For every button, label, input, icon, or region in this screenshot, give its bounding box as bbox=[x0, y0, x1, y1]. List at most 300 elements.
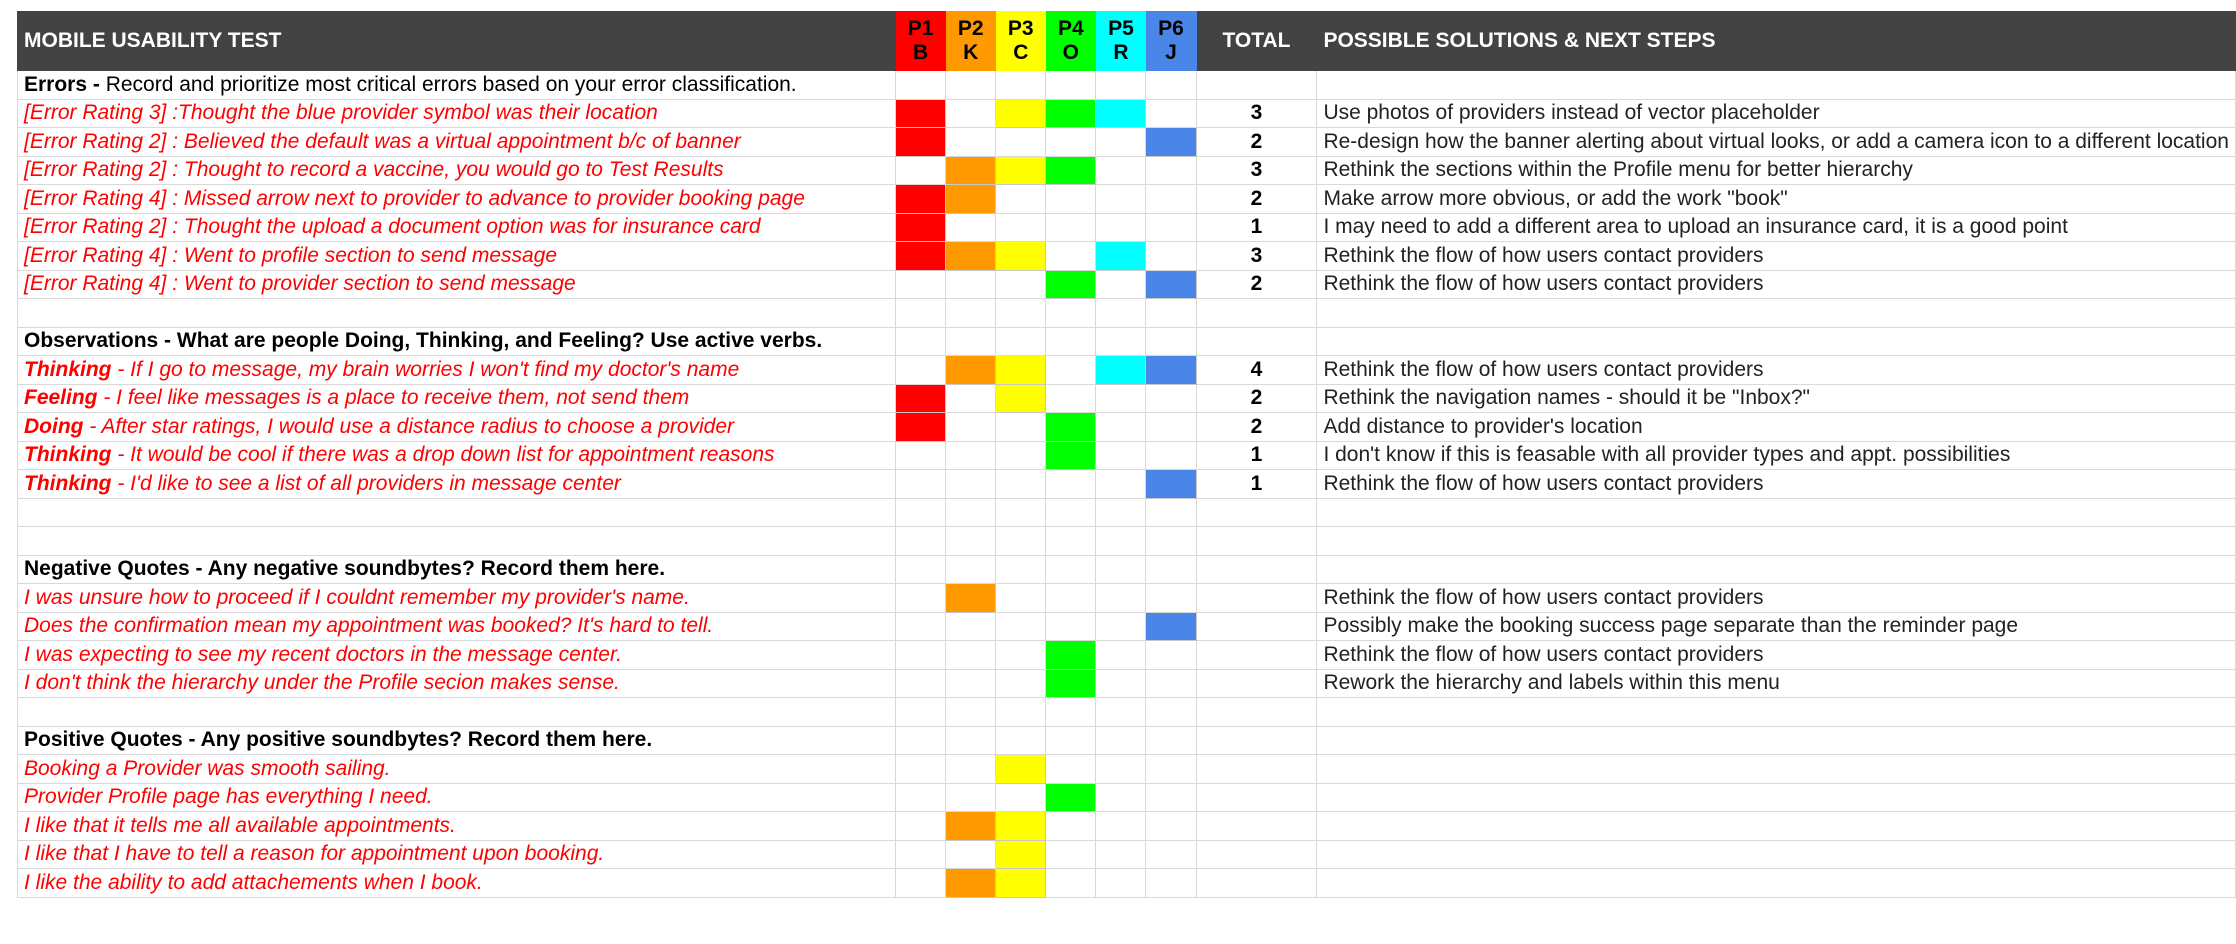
participant-id: P6 bbox=[1158, 17, 1184, 40]
participant-mark-cell[interactable] bbox=[1146, 413, 1196, 442]
participant-mark-cell[interactable] bbox=[996, 783, 1046, 812]
total-cell[interactable]: 2 bbox=[1196, 384, 1317, 413]
issue-text: [Error Rating 2] : Thought to record a vaccine, you would go to Test Results bbox=[24, 158, 724, 182]
participant-mark-cell[interactable] bbox=[1096, 840, 1146, 869]
total-cell[interactable] bbox=[1196, 840, 1317, 869]
total-cell[interactable] bbox=[1196, 869, 1317, 898]
table-row bbox=[18, 185, 2236, 214]
participant-mark-cell[interactable] bbox=[1146, 869, 1196, 898]
participant-mark-cell[interactable] bbox=[946, 327, 996, 356]
sheet-title[interactable]: MOBILE USABILITY TEST bbox=[18, 12, 896, 71]
total-cell[interactable] bbox=[1196, 299, 1317, 328]
participant-mark-cell[interactable] bbox=[946, 384, 996, 413]
participant-mark-cell[interactable] bbox=[1096, 99, 1146, 128]
participant-mark-cell[interactable] bbox=[996, 71, 1046, 100]
total-cell[interactable]: 2 bbox=[1196, 413, 1317, 442]
participant-header[interactable] bbox=[1046, 12, 1096, 71]
participant-mark-cell[interactable] bbox=[1096, 185, 1146, 214]
participant-mark-cell[interactable] bbox=[1096, 156, 1146, 185]
total-cell[interactable]: 2 bbox=[1196, 128, 1317, 157]
solution-cell[interactable] bbox=[1317, 71, 2236, 100]
participant-mark-cell[interactable] bbox=[896, 242, 946, 271]
total-cell[interactable] bbox=[1196, 612, 1317, 641]
participant-mark-cell[interactable] bbox=[996, 869, 1046, 898]
issue-text: - I'd like to see a list of all providers in message center bbox=[111, 471, 621, 495]
participant-mark-cell[interactable] bbox=[1146, 555, 1196, 584]
participant-mark-cell[interactable] bbox=[1096, 726, 1146, 755]
participant-mark-cell[interactable] bbox=[946, 783, 996, 812]
solution-cell[interactable]: Rethink the navigation names - should it be "Inbox?" bbox=[1317, 384, 2236, 413]
table-row bbox=[18, 612, 2236, 641]
participant-mark-cell[interactable] bbox=[896, 441, 946, 470]
participant-mark-cell[interactable] bbox=[1096, 242, 1146, 271]
participant-mark-cell[interactable] bbox=[996, 242, 1046, 271]
participant-mark-cell[interactable] bbox=[1096, 270, 1146, 299]
participant-mark-cell[interactable] bbox=[1096, 612, 1146, 641]
participant-mark-cell[interactable] bbox=[1096, 384, 1146, 413]
participant-mark-cell[interactable] bbox=[996, 527, 1046, 556]
participant-mark-cell[interactable] bbox=[946, 527, 996, 556]
total-cell[interactable] bbox=[1196, 527, 1317, 556]
issue-cell[interactable] bbox=[18, 356, 896, 385]
participant-mark-cell[interactable] bbox=[896, 869, 946, 898]
total-cell[interactable]: 1 bbox=[1196, 441, 1317, 470]
participant-mark-cell[interactable] bbox=[1046, 641, 1096, 670]
total-cell[interactable]: 3 bbox=[1196, 99, 1317, 128]
solution-cell[interactable]: Make arrow more obvious, or add the work "book" bbox=[1317, 185, 2236, 214]
participant-mark-cell[interactable] bbox=[1096, 71, 1146, 100]
participant-mark-cell[interactable] bbox=[996, 356, 1046, 385]
issue-cell[interactable] bbox=[18, 470, 896, 499]
participant-mark-cell[interactable] bbox=[1096, 812, 1146, 841]
participant-mark-cell[interactable] bbox=[1046, 242, 1096, 271]
solution-cell[interactable] bbox=[1317, 812, 2236, 841]
issue-cell[interactable] bbox=[18, 185, 896, 214]
participant-mark-cell[interactable] bbox=[1146, 498, 1196, 527]
issue-cell[interactable] bbox=[18, 99, 896, 128]
participant-mark-cell[interactable] bbox=[946, 71, 996, 100]
table-row bbox=[18, 584, 2236, 613]
table-row bbox=[18, 270, 2236, 299]
participant-mark-cell[interactable] bbox=[1146, 612, 1196, 641]
participant-mark-cell[interactable] bbox=[996, 669, 1046, 698]
participant-mark-cell[interactable] bbox=[896, 213, 946, 242]
solution-cell[interactable] bbox=[1317, 783, 2236, 812]
total-cell[interactable]: 1 bbox=[1196, 213, 1317, 242]
participant-mark-cell[interactable] bbox=[1046, 755, 1096, 784]
participant-mark-cell[interactable] bbox=[996, 755, 1046, 784]
participant-mark-cell[interactable] bbox=[896, 327, 946, 356]
solution-cell[interactable] bbox=[1317, 698, 2236, 727]
participant-mark-cell[interactable] bbox=[946, 641, 996, 670]
participant-mark-cell[interactable] bbox=[1096, 755, 1146, 784]
participant-mark-cell[interactable] bbox=[896, 498, 946, 527]
total-cell[interactable] bbox=[1196, 584, 1317, 613]
participant-mark-cell[interactable] bbox=[1096, 527, 1146, 556]
issue-cell[interactable] bbox=[18, 270, 896, 299]
solution-cell[interactable] bbox=[1317, 527, 2236, 556]
section-label[interactable] bbox=[18, 299, 896, 328]
participant-mark-cell[interactable] bbox=[946, 840, 996, 869]
participant-mark-cell[interactable] bbox=[996, 698, 1046, 727]
participant-mark-cell[interactable] bbox=[896, 612, 946, 641]
participant-mark-cell[interactable] bbox=[996, 384, 1046, 413]
issue-cell[interactable] bbox=[18, 441, 896, 470]
participant-mark-cell[interactable] bbox=[896, 413, 946, 442]
participant-mark-cell[interactable] bbox=[996, 584, 1046, 613]
participant-mark-cell[interactable] bbox=[1046, 299, 1096, 328]
participant-mark-cell[interactable] bbox=[1046, 812, 1096, 841]
solutions-header[interactable]: POSSIBLE SOLUTIONS & NEXT STEPS bbox=[1317, 12, 2236, 71]
participant-mark-cell[interactable] bbox=[896, 726, 946, 755]
participant-mark-cell[interactable] bbox=[996, 185, 1046, 214]
solution-cell[interactable] bbox=[1317, 555, 2236, 584]
participant-mark-cell[interactable] bbox=[946, 213, 996, 242]
total-cell[interactable] bbox=[1196, 783, 1317, 812]
solution-cell[interactable] bbox=[1317, 755, 2236, 784]
participant-header[interactable] bbox=[1146, 12, 1196, 71]
table-row bbox=[18, 128, 2236, 157]
table-row bbox=[18, 783, 2236, 812]
participant-mark-cell[interactable] bbox=[1046, 726, 1096, 755]
participant-mark-cell[interactable] bbox=[896, 669, 946, 698]
participant-mark-cell[interactable] bbox=[1146, 726, 1196, 755]
issue-cell[interactable] bbox=[18, 242, 896, 271]
participant-header[interactable] bbox=[896, 12, 946, 71]
participant-mark-cell[interactable] bbox=[896, 783, 946, 812]
participant-mark-cell[interactable] bbox=[1146, 584, 1196, 613]
issue-cell[interactable] bbox=[18, 641, 896, 670]
blank-row bbox=[18, 527, 2236, 556]
participant-mark-cell[interactable] bbox=[1046, 71, 1096, 100]
participant-mark-cell[interactable] bbox=[896, 299, 946, 328]
solution-cell[interactable]: Rethink the flow of how users contact providers bbox=[1317, 356, 2236, 385]
participant-mark-cell[interactable] bbox=[1146, 299, 1196, 328]
participant-mark-cell[interactable] bbox=[896, 470, 946, 499]
participant-mark-cell[interactable] bbox=[996, 128, 1046, 157]
solution-cell[interactable]: Rethink the flow of how users contact providers bbox=[1317, 584, 2236, 613]
issue-cell[interactable] bbox=[18, 584, 896, 613]
participant-mark-cell[interactable] bbox=[1046, 527, 1096, 556]
participant-mark-cell[interactable] bbox=[996, 726, 1046, 755]
issue-cell[interactable] bbox=[18, 413, 896, 442]
issue-cell[interactable] bbox=[18, 213, 896, 242]
participant-mark-cell[interactable] bbox=[1096, 213, 1146, 242]
section-label[interactable] bbox=[18, 71, 896, 100]
participant-mark-cell[interactable] bbox=[996, 612, 1046, 641]
issue-cell[interactable] bbox=[18, 156, 896, 185]
table-row bbox=[18, 413, 2236, 442]
participant-mark-cell[interactable] bbox=[996, 213, 1046, 242]
issue-cell[interactable] bbox=[18, 812, 896, 841]
participant-initial: J bbox=[1165, 41, 1177, 64]
participant-mark-cell[interactable] bbox=[1096, 470, 1146, 499]
participant-mark-cell[interactable] bbox=[1046, 441, 1096, 470]
participant-mark-cell[interactable] bbox=[1096, 698, 1146, 727]
participant-mark-cell[interactable] bbox=[1046, 869, 1096, 898]
participant-mark-cell[interactable] bbox=[1146, 99, 1196, 128]
participant-mark-cell[interactable] bbox=[1046, 413, 1096, 442]
participant-mark-cell[interactable] bbox=[1146, 185, 1196, 214]
section-label[interactable] bbox=[18, 327, 896, 356]
solution-cell[interactable] bbox=[1317, 840, 2236, 869]
participant-mark-cell[interactable] bbox=[1146, 698, 1196, 727]
solution-cell[interactable] bbox=[1317, 869, 2236, 898]
solution-cell[interactable]: Rework the hierarchy and labels within this menu bbox=[1317, 669, 2236, 698]
participant-mark-cell[interactable] bbox=[1046, 498, 1096, 527]
participant-mark-cell[interactable] bbox=[946, 726, 996, 755]
participant-mark-cell[interactable] bbox=[1046, 356, 1096, 385]
participant-mark-cell[interactable] bbox=[996, 641, 1046, 670]
participant-mark-cell[interactable] bbox=[946, 584, 996, 613]
participant-mark-cell[interactable] bbox=[1046, 327, 1096, 356]
participant-mark-cell[interactable] bbox=[896, 584, 946, 613]
total-cell[interactable] bbox=[1196, 669, 1317, 698]
participant-mark-cell[interactable] bbox=[1146, 669, 1196, 698]
participant-mark-cell[interactable] bbox=[996, 99, 1046, 128]
participant-mark-cell[interactable] bbox=[996, 413, 1046, 442]
total-cell[interactable]: 2 bbox=[1196, 270, 1317, 299]
total-cell[interactable] bbox=[1196, 755, 1317, 784]
participant-mark-cell[interactable] bbox=[896, 99, 946, 128]
participant-mark-cell[interactable] bbox=[996, 470, 1046, 499]
participant-mark-cell[interactable] bbox=[1146, 156, 1196, 185]
solution-cell[interactable]: Add distance to provider's location bbox=[1317, 413, 2236, 442]
total-cell[interactable] bbox=[1196, 71, 1317, 100]
participant-mark-cell[interactable] bbox=[996, 270, 1046, 299]
participant-header[interactable] bbox=[1096, 12, 1146, 71]
participant-mark-cell[interactable] bbox=[1096, 783, 1146, 812]
participant-mark-cell[interactable] bbox=[946, 612, 996, 641]
participant-mark-cell[interactable] bbox=[896, 384, 946, 413]
solution-cell[interactable] bbox=[1317, 327, 2236, 356]
participant-mark-cell[interactable] bbox=[1046, 840, 1096, 869]
participant-mark-cell[interactable] bbox=[1046, 783, 1096, 812]
participant-mark-cell[interactable] bbox=[1046, 156, 1096, 185]
participant-mark-cell[interactable] bbox=[1096, 641, 1146, 670]
issue-cell[interactable] bbox=[18, 384, 896, 413]
total-cell[interactable] bbox=[1196, 812, 1317, 841]
participant-mark-cell[interactable] bbox=[1146, 470, 1196, 499]
total-cell[interactable] bbox=[1196, 555, 1317, 584]
participant-mark-cell[interactable] bbox=[946, 156, 996, 185]
participant-mark-cell[interactable] bbox=[896, 698, 946, 727]
issue-cell[interactable] bbox=[18, 755, 896, 784]
participant-header[interactable] bbox=[996, 12, 1046, 71]
section-row bbox=[18, 71, 2236, 100]
participant-mark-cell[interactable] bbox=[896, 527, 946, 556]
participant-mark-cell[interactable] bbox=[896, 555, 946, 584]
header-row bbox=[18, 12, 2236, 71]
observation-type: Thinking bbox=[24, 471, 112, 495]
solution-cell[interactable] bbox=[1317, 299, 2236, 328]
participant-mark-cell[interactable] bbox=[1046, 698, 1096, 727]
solution-cell[interactable]: Rethink the flow of how users contact providers bbox=[1317, 270, 2236, 299]
participant-mark-cell[interactable] bbox=[946, 470, 996, 499]
section-label[interactable] bbox=[18, 555, 896, 584]
participant-mark-cell[interactable] bbox=[946, 869, 996, 898]
participant-mark-cell[interactable] bbox=[996, 156, 1046, 185]
participant-mark-cell[interactable] bbox=[896, 128, 946, 157]
total-cell[interactable] bbox=[1196, 698, 1317, 727]
solution-cell[interactable]: Re-design how the banner alerting about virtual looks, or add a camera icon to a different location bbox=[1317, 128, 2236, 157]
solution-cell[interactable] bbox=[1317, 498, 2236, 527]
issue-text: I was expecting to see my recent doctors in the message center. bbox=[24, 642, 623, 666]
participant-mark-cell[interactable] bbox=[996, 555, 1046, 584]
participant-mark-cell[interactable] bbox=[1046, 185, 1096, 214]
participant-mark-cell[interactable] bbox=[1096, 413, 1146, 442]
participant-mark-cell[interactable] bbox=[1096, 555, 1146, 584]
participant-mark-cell[interactable] bbox=[1046, 384, 1096, 413]
participant-mark-cell[interactable] bbox=[896, 71, 946, 100]
participant-mark-cell[interactable] bbox=[946, 812, 996, 841]
section-label[interactable] bbox=[18, 527, 896, 556]
participant-mark-cell[interactable] bbox=[1096, 299, 1146, 328]
participant-mark-cell[interactable] bbox=[896, 641, 946, 670]
participant-mark-cell[interactable] bbox=[946, 441, 996, 470]
table-row bbox=[18, 641, 2236, 670]
participant-mark-cell[interactable] bbox=[946, 555, 996, 584]
issue-cell[interactable] bbox=[18, 128, 896, 157]
participant-id: P5 bbox=[1108, 17, 1134, 40]
participant-mark-cell[interactable] bbox=[1146, 755, 1196, 784]
total-cell[interactable]: 1 bbox=[1196, 470, 1317, 499]
issue-text: [Error Rating 4] : Went to profile section to send message bbox=[24, 243, 558, 267]
participant-mark-cell[interactable] bbox=[1146, 812, 1196, 841]
solution-cell[interactable]: I may need to add a different area to upload an insurance card, it is a good point bbox=[1317, 213, 2236, 242]
participant-mark-cell[interactable] bbox=[896, 812, 946, 841]
total-cell[interactable]: 3 bbox=[1196, 242, 1317, 271]
participant-mark-cell[interactable] bbox=[946, 128, 996, 157]
section-label[interactable] bbox=[18, 726, 896, 755]
participant-mark-cell[interactable] bbox=[1146, 327, 1196, 356]
participant-mark-cell[interactable] bbox=[896, 270, 946, 299]
participant-mark-cell[interactable] bbox=[946, 669, 996, 698]
participant-mark-cell[interactable] bbox=[946, 185, 996, 214]
participant-mark-cell[interactable] bbox=[946, 242, 996, 271]
solution-cell[interactable]: I don't know if this is feasable with all provider types and appt. possibilities bbox=[1317, 441, 2236, 470]
section-label[interactable] bbox=[18, 498, 896, 527]
participant-mark-cell[interactable] bbox=[1146, 384, 1196, 413]
solution-cell[interactable]: Rethink the flow of how users contact providers bbox=[1317, 242, 2236, 271]
participant-mark-cell[interactable] bbox=[946, 299, 996, 328]
participant-initial: R bbox=[1113, 41, 1129, 64]
solution-cell[interactable]: Possibly make the booking success page separate than the reminder page bbox=[1317, 612, 2236, 641]
participant-mark-cell[interactable] bbox=[1096, 669, 1146, 698]
participant-mark-cell[interactable] bbox=[946, 99, 996, 128]
issue-cell[interactable] bbox=[18, 612, 896, 641]
issue-cell[interactable] bbox=[18, 840, 896, 869]
participant-mark-cell[interactable] bbox=[946, 698, 996, 727]
solution-cell[interactable]: Rethink the flow of how users contact providers bbox=[1317, 641, 2236, 670]
solution-cell[interactable] bbox=[1317, 726, 2236, 755]
participant-id: P3 bbox=[1007, 17, 1034, 40]
participant-mark-cell[interactable] bbox=[996, 327, 1046, 356]
participant-mark-cell[interactable] bbox=[1046, 669, 1096, 698]
total-cell[interactable]: 3 bbox=[1196, 156, 1317, 185]
issue-text: - If I go to message, my brain worries I won't find my doctor's name bbox=[111, 357, 740, 381]
participant-mark-cell[interactable] bbox=[946, 498, 996, 527]
participant-mark-cell[interactable] bbox=[896, 840, 946, 869]
solution-cell[interactable]: Rethink the flow of how users contact providers bbox=[1317, 470, 2236, 499]
participant-mark-cell[interactable] bbox=[1096, 584, 1146, 613]
issue-cell[interactable] bbox=[18, 869, 896, 898]
participant-mark-cell[interactable] bbox=[1146, 641, 1196, 670]
participant-mark-cell[interactable] bbox=[1146, 441, 1196, 470]
issue-text: Provider Profile page has everything I need. bbox=[24, 785, 433, 809]
participant-mark-cell[interactable] bbox=[946, 755, 996, 784]
issue-text: Booking a Provider was smooth sailing. bbox=[24, 756, 391, 780]
participant-mark-cell[interactable] bbox=[996, 840, 1046, 869]
table-row bbox=[18, 812, 2236, 841]
participant-mark-cell[interactable] bbox=[1146, 71, 1196, 100]
total-header[interactable]: TOTAL bbox=[1196, 12, 1317, 71]
participant-mark-cell[interactable] bbox=[1146, 128, 1196, 157]
participant-mark-cell[interactable] bbox=[1046, 584, 1096, 613]
participant-header[interactable] bbox=[946, 12, 996, 71]
participant-mark-cell[interactable] bbox=[896, 755, 946, 784]
participant-mark-cell[interactable] bbox=[1146, 356, 1196, 385]
participant-mark-cell[interactable] bbox=[996, 441, 1046, 470]
table-row bbox=[18, 384, 2236, 413]
total-cell[interactable] bbox=[1196, 726, 1317, 755]
participant-mark-cell[interactable] bbox=[1096, 869, 1146, 898]
issue-cell[interactable] bbox=[18, 669, 896, 698]
participant-mark-cell[interactable] bbox=[1096, 356, 1146, 385]
participant-mark-cell[interactable] bbox=[1146, 527, 1196, 556]
participant-mark-cell[interactable] bbox=[996, 299, 1046, 328]
total-cell[interactable] bbox=[1196, 498, 1317, 527]
participant-mark-cell[interactable] bbox=[1096, 327, 1146, 356]
total-cell[interactable]: 4 bbox=[1196, 356, 1317, 385]
participant-mark-cell[interactable] bbox=[946, 413, 996, 442]
participant-mark-cell[interactable] bbox=[1046, 555, 1096, 584]
participant-mark-cell[interactable] bbox=[996, 498, 1046, 527]
participant-mark-cell[interactable] bbox=[896, 185, 946, 214]
blank-row bbox=[18, 498, 2236, 527]
participant-mark-cell[interactable] bbox=[1146, 840, 1196, 869]
participant-mark-cell[interactable] bbox=[1146, 213, 1196, 242]
participant-mark-cell[interactable] bbox=[896, 156, 946, 185]
participant-initial: B bbox=[913, 41, 929, 64]
participant-mark-cell[interactable] bbox=[1146, 242, 1196, 271]
total-cell[interactable] bbox=[1196, 327, 1317, 356]
participant-mark-cell[interactable] bbox=[946, 356, 996, 385]
participant-mark-cell[interactable] bbox=[1096, 498, 1146, 527]
participant-mark-cell[interactable] bbox=[1046, 128, 1096, 157]
issue-cell[interactable] bbox=[18, 783, 896, 812]
participant-mark-cell[interactable] bbox=[1046, 270, 1096, 299]
participant-mark-cell[interactable] bbox=[996, 812, 1046, 841]
section-label[interactable] bbox=[18, 698, 896, 727]
participant-mark-cell[interactable] bbox=[946, 270, 996, 299]
participant-mark-cell[interactable] bbox=[1146, 783, 1196, 812]
solution-cell[interactable]: Use photos of providers instead of vector placeholder bbox=[1317, 99, 2236, 128]
total-cell[interactable] bbox=[1196, 641, 1317, 670]
participant-mark-cell[interactable] bbox=[896, 356, 946, 385]
participant-mark-cell[interactable] bbox=[1146, 270, 1196, 299]
participant-mark-cell[interactable] bbox=[1046, 470, 1096, 499]
participant-mark-cell[interactable] bbox=[1096, 128, 1146, 157]
solution-cell[interactable]: Rethink the sections within the Profile menu for better hierarchy bbox=[1317, 156, 2236, 185]
total-cell[interactable]: 2 bbox=[1196, 185, 1317, 214]
participant-mark-cell[interactable] bbox=[1046, 612, 1096, 641]
participant-id: P1 bbox=[907, 17, 934, 40]
participant-mark-cell[interactable] bbox=[1046, 99, 1096, 128]
section-heading: Observations - What are people Doing, Thinking, and Feeling? Use active verbs. bbox=[24, 329, 823, 353]
participant-mark-cell[interactable] bbox=[1096, 441, 1146, 470]
participant-mark-cell[interactable] bbox=[1046, 213, 1096, 242]
